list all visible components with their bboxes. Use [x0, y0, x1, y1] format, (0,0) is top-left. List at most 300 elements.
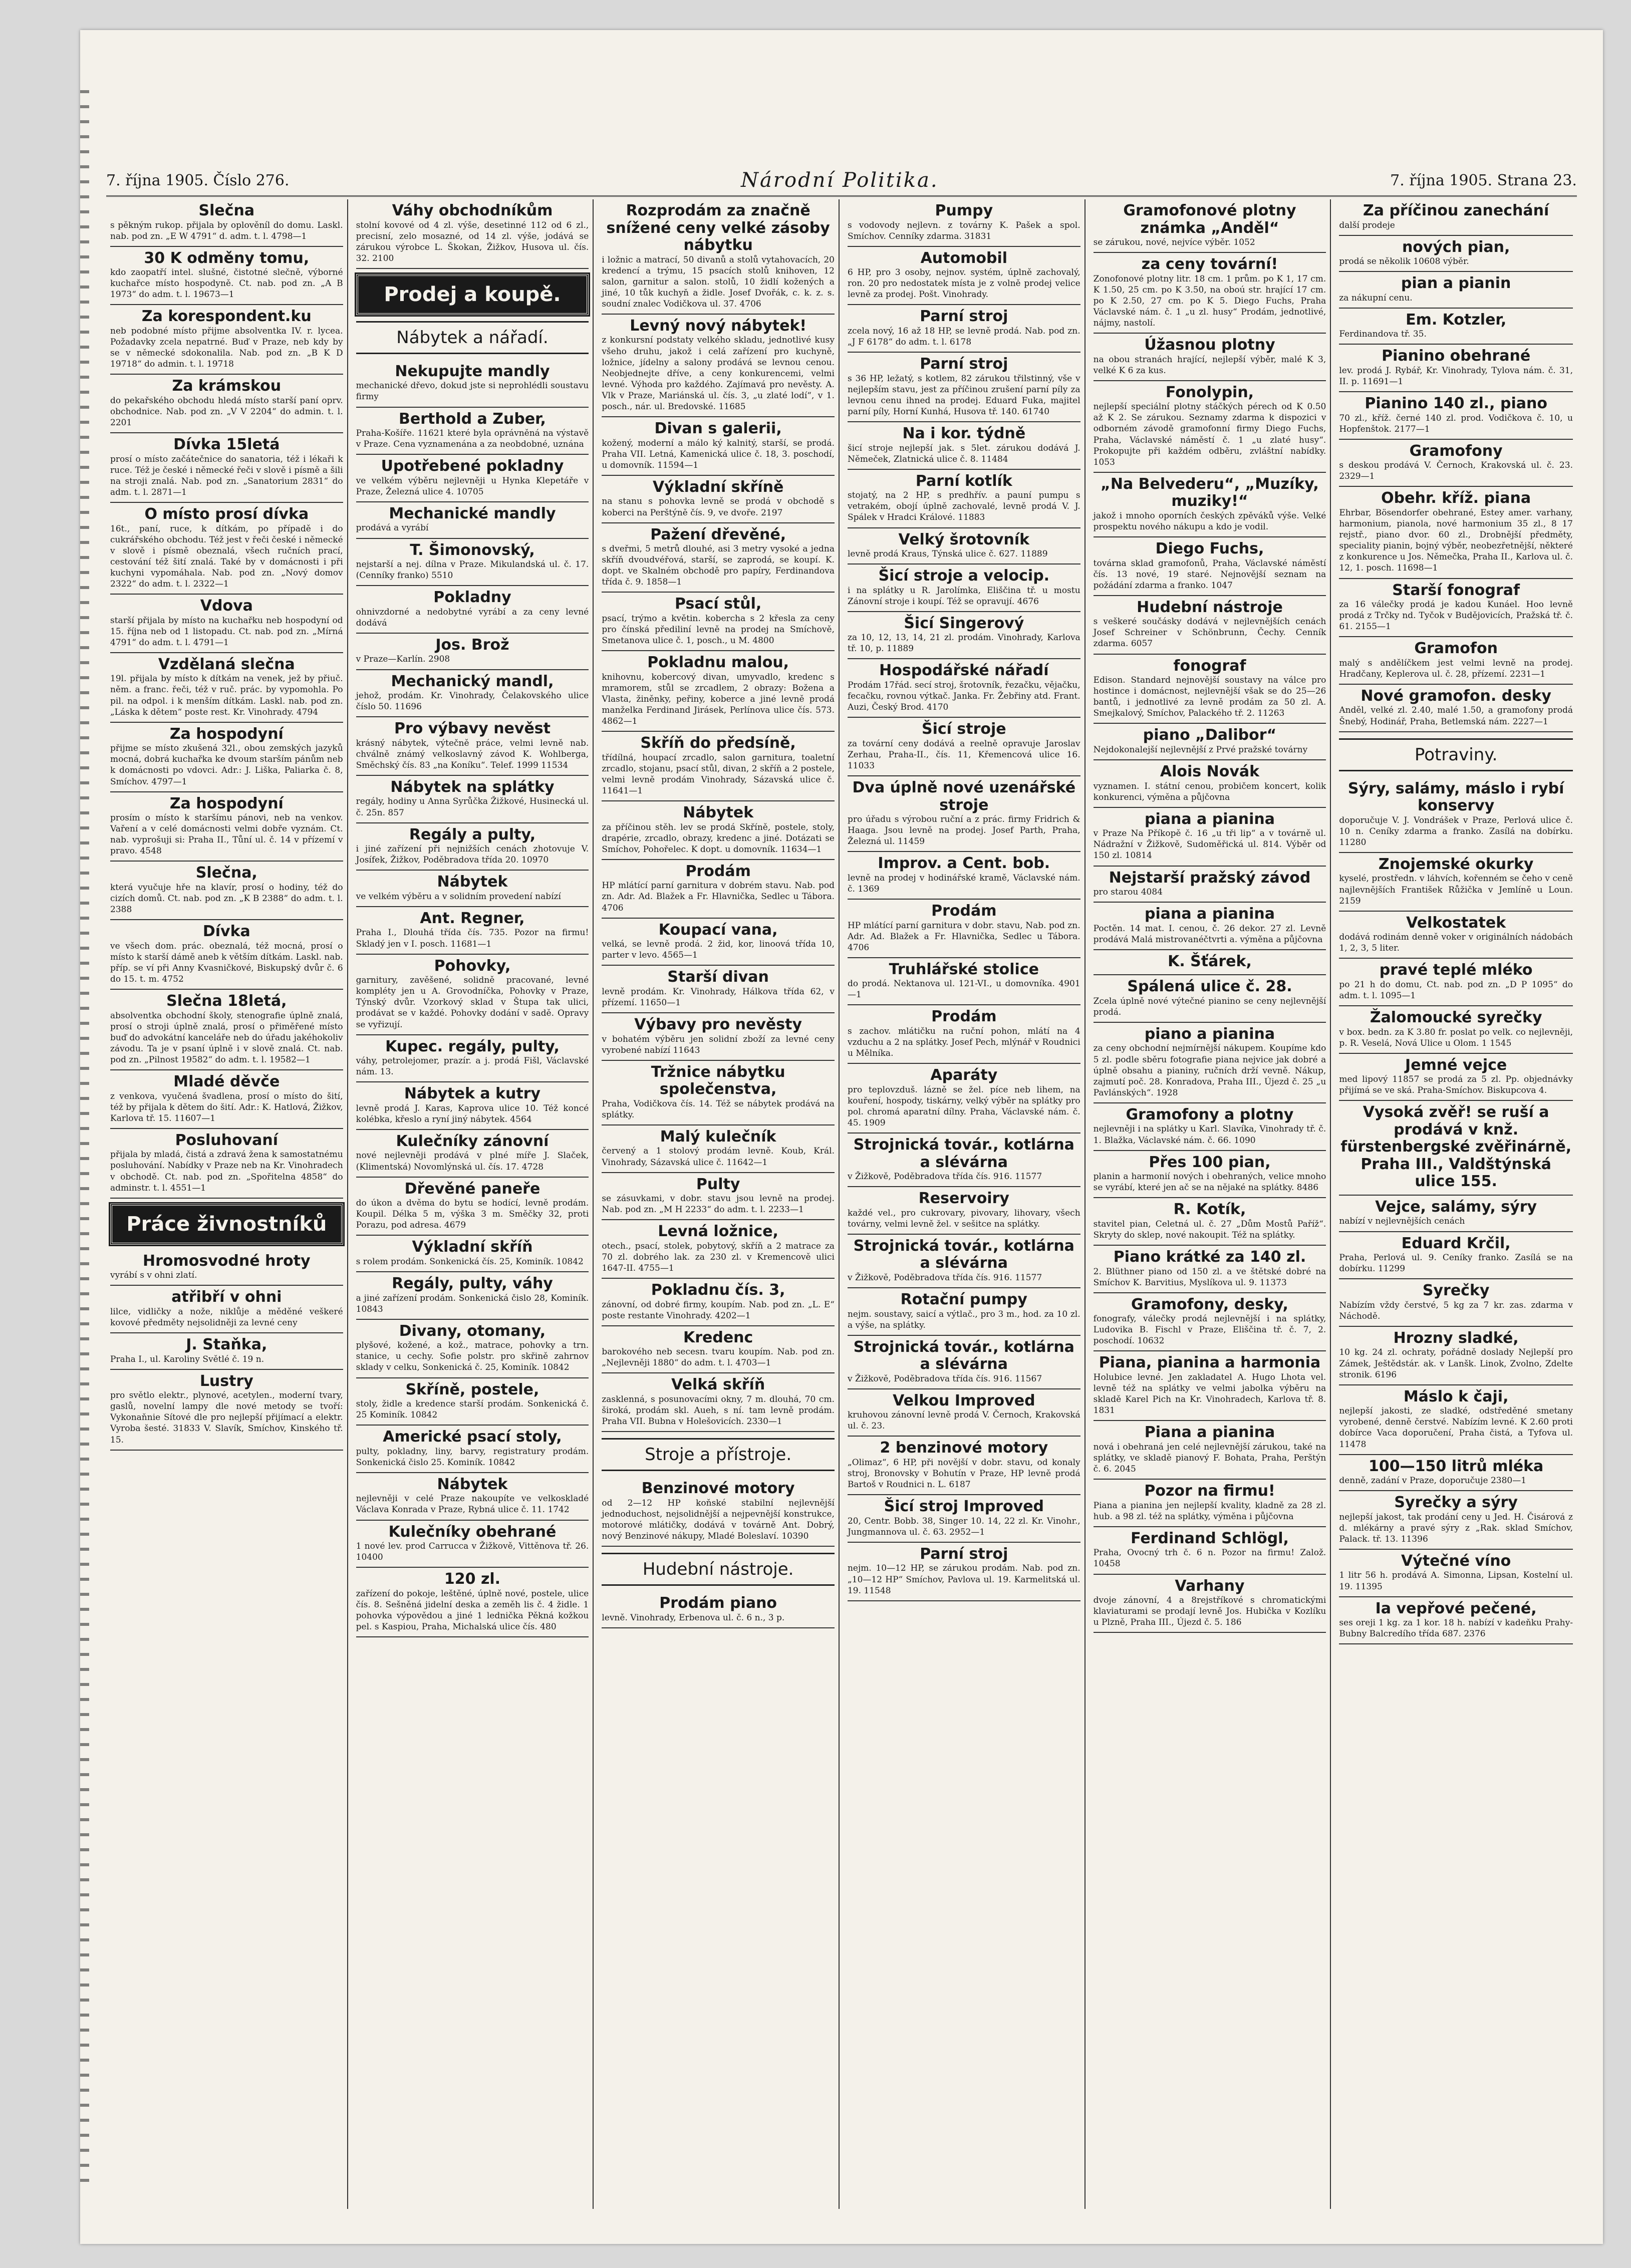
classified-ad [848, 1235, 1080, 1288]
ad-text: prodává a vyrábí [356, 523, 429, 533]
classified-ad [110, 1286, 343, 1333]
ad-headline: Ferdinand Schlögl, [1131, 1529, 1289, 1547]
ad-text: zařízení do pokoje, leštěné, úplně nové, postele, ulice čís. 8. Sešněná jidelní deska a zeměh lis č. 4 židle. 1 pohovka výpovědou a jiné 1 lednička Pěkná kožkou pel. s Kaspiou, Praha, Michalská ulice čís. 480 [356, 1588, 589, 1632]
classified-ad [1339, 1196, 1573, 1232]
classified-ad [1339, 1101, 1573, 1196]
ad-headline: Starší fonograf [1392, 581, 1520, 599]
ad-headline: Pianino 140 zl., piano [1365, 395, 1547, 413]
classified-ad [1094, 1198, 1326, 1246]
ad-text: třídílná, houpací zrcadlo, salon garnitura, toaletní zrcadlo, stojanu, psací stůl, divan, 2 skříň a 2 postele, velmi levně prodám Vinohrady, Sázavská ulice č. 11641—1 [602, 752, 835, 796]
ad-text: 2. Blüthner piano od 150 zl. a ve štětské dobré na Smíchov K. Barvitius, Myslíkova ul. 9. 11373 [1093, 1266, 1326, 1288]
classified-ad [356, 634, 589, 670]
classified-ad [110, 920, 343, 990]
classified-ad [602, 919, 835, 966]
ad-headline: pian a pianin [1401, 274, 1511, 293]
ad-text: Anděl, velké zl. 2.40, malé 1.50, a gramofony prodá Šnebý, Hodinář, Praha, Betlemská nám. 2227—1 [1339, 705, 1573, 727]
ad-headline: Pulty [696, 1175, 740, 1193]
ad-text: do pekařského obchodu hledá místo starší paní oprv. obchodnice. Nab. pod zn. „V V 2204“ do admin. t. l. 2201 [110, 395, 343, 428]
ad-text: stojatý, na 2 HP, s predhřív. a pauní pumpu s vetrakém, obojí úplně zachovalé, levně prodá V. J. Spálek v Hradci Králové. 11883 [847, 490, 1080, 523]
ad-headline: Velká skříň [671, 1376, 765, 1394]
ad-headline: Gramofonové plotny známka „Anděl“ [1123, 202, 1296, 237]
ad-text: z venkova, vyučená švadlena, prosí o místo do šití, též by přijala k dětem do šití. Adr.: K. Hatlová, Žižkov, Karlova tř. 15. 11607—1 [110, 1091, 343, 1123]
ad-text: Ferdinandova tř. 35. [1339, 329, 1427, 340]
ad-text: se zárukou, nové, nejvíce výběr. 1052 [1093, 237, 1255, 247]
ad-text: kruhovou zánovní levně prodá V. Černoch, Krakovská ul. č. 23. [847, 1410, 1080, 1432]
ad-text: pro starou 4084 [1093, 887, 1163, 897]
ad-text: pro úřadu s výrobou ruční a z prác. firmy Fridrich & Haaga. Jsou levně na prodej. Josef Parth, Praha, Železná ul. 11459 [847, 814, 1080, 847]
section-heading: Práce živnostníků [110, 1204, 343, 1245]
classified-ad [356, 1130, 589, 1178]
ad-column-6 [1335, 199, 1577, 2209]
classified-ad [1094, 724, 1326, 760]
ad-text: knihovnu, kobercový divan, umyvadlo, kredenc s mramorem, stůl se zrcadlem, 2 obrazy: Božena a Vlasta, žiněnky, peřiny, koberce a jiné levně prodá manželka Ferdinand Jirásek, Perlínova ulice čís. 573. 4862—1 [602, 672, 835, 727]
ad-column-5 [1090, 199, 1331, 2209]
section-heading: Potraviny. [1339, 738, 1573, 771]
ad-text: HP mlátící parní garnitura v dobrém stavu. Nab. pod zn. Adr. Ad. Blažek a Fr. Hlavnička, Sedlec u Tábora. 4706 [602, 881, 835, 913]
ad-text: v Žižkově, Poděbradova třída čís. 916. 11577 [847, 1272, 1042, 1283]
ad-headline: za ceny tovární! [1141, 255, 1278, 273]
ad-text: jehož, prodám. Kr. Vinohrady, Čelakovského ulice číslo 50. 11696 [356, 691, 589, 712]
ad-text: s 36 HP, ležatý, s kotlem, 82 zárukou třilstinný, vše v nejlepším stavu, jest za příčinou zrušení parní píly za levnou cenu ihned na prodej. Eduard Fuka, majitel parní píly, Horní Kunhá, Husova tř. 140. 61740 [847, 373, 1080, 417]
classified-ad [1339, 1550, 1573, 1597]
ad-headline: Mechanické mandly [389, 504, 556, 522]
classified-ad [602, 417, 835, 476]
ad-text: Nejdokonalejší nejlevnější z Prvé pražské továrny [1093, 744, 1308, 755]
ad-headline: Piano krátké za 140 zl. [1113, 1248, 1306, 1266]
classified-ad [848, 1389, 1080, 1437]
ad-text: absolventka obchodní školy, stenografie úplně znalá, prosí o stroji úplně znalá, prosí o přiměřené místo buď do advokátní kanceláře neb do úřadu jakéhokoliv závodu. Ta je v psaní úplně i v slově znalá. Ct. nab. pod zn. „Pilnost 19582“ do adm. t. l. 19582—1 [110, 1010, 343, 1065]
ad-text: planin a harmonií nových i obehraných, velice mnoho se vyrábí, které jen ač se na nějaké na splátky. 8486 [1093, 1172, 1326, 1193]
classified-ad [356, 717, 589, 776]
classified-ad [848, 1495, 1080, 1543]
ad-text: fonografy, válečky prodá nejlevnější i na splátky, Ludovika B. Fischl v Praze, Eliščina tř. č. 7, 2. poschodí. 10632 [1093, 1314, 1326, 1346]
ad-text: Ehrbar, Bösendorfer obehrané, Estey amer. varhany, harmonium, pianola, nové harmonium 35 zl., 8 17 rejstř., piano dvor. 60 zl., Drobnější předměty, speciality pianin, bojný výběr, neobezřetnější, některé z konkurence u Jos. Němečka, Praha II., Karlova ul. č. 12, 1. posch. 11698—1 [1339, 507, 1573, 574]
classified-ad [356, 907, 589, 955]
ad-headline: Divan s galerii, [654, 420, 782, 438]
ad-headline: Prodám piano [659, 1594, 777, 1612]
ad-headline: Kredenc [683, 1328, 753, 1346]
ad-text: s pěkným rukop. přijala by oplověníl do domu. Laskl. nab. pod zn. „E W 4791“ d. adm. t. l. 4798—1 [110, 220, 343, 241]
ad-headline: pravé teplé mléko [1379, 961, 1533, 979]
ad-headline: Dívka [202, 923, 250, 941]
ad-headline: atřibří v ohni [171, 1288, 282, 1306]
classified-ad [110, 1333, 343, 1370]
ad-text: prodá se několik 10608 výběr. [1339, 256, 1469, 267]
classified-ad [356, 1035, 589, 1083]
classified-ad [1094, 596, 1326, 655]
classified-ad [110, 990, 343, 1070]
classified-ad [1094, 1480, 1326, 1527]
ad-headline: Za příčinou zanechání [1363, 202, 1549, 219]
ad-headline: Upotřebené pokladny [381, 457, 564, 475]
classified-ad [356, 1378, 589, 1426]
section-heading: Nábytek a nářadí. [356, 321, 589, 354]
ad-text: denně, zadání v Praze, doporučuje 2380—1 [1339, 1476, 1527, 1486]
ad-text: za tovární ceny dodává a reelně opravuje Jaroslav Zerhau, Praha-II., čís. 11, Křemencová ulice 16. 11033 [847, 738, 1080, 771]
classified-ad [110, 595, 343, 653]
classified-ad [1339, 777, 1573, 853]
classified-ad [1094, 1246, 1326, 1293]
ad-text: nejlevněji v celé Praze nakoupíte ve velkoskladé Václava Konrada v Praze, Rybná ulice č. 11. 1742 [356, 1494, 589, 1515]
ad-headline: 2 benzinové motory [880, 1439, 1048, 1457]
classified-ad [848, 528, 1080, 565]
ad-text: zcela nový, 16 až 18 HP, se levně prodá. Nab. pod zn. „J F 6178“ do adm. t. l. 6178 [847, 326, 1080, 348]
ad-headline: Dívka 15letá [173, 436, 280, 454]
ad-text: HP mlátící parní garnitura v dobr. stavu, Nab. pod zn. Adr. Ad. Blažek a Fr. Hlavnička, Sedlec u Tábora. 4706 [847, 920, 1080, 953]
classified-ad [848, 776, 1080, 852]
ad-text: levně na prodej v hodinářské kramě, Václavské nám. č. 1369 [847, 873, 1080, 894]
classified-ad [356, 455, 589, 502]
ad-text: levně prodá Kraus, Týnská ulice č. 627. 11889 [847, 549, 1048, 559]
newspaper-page [80, 30, 1603, 2244]
classified-ad [848, 564, 1080, 612]
ad-headline: Aparáty [930, 1066, 998, 1084]
ad-headline: Syrečky a sýry [1394, 1494, 1518, 1512]
ad-headline: Šicí stroje a velocip. [878, 567, 1050, 585]
classified-ad [1339, 236, 1573, 272]
ad-headline: 120 zl. [444, 1570, 501, 1588]
header-date-page: 7. října 1905. Strana 23. [1390, 171, 1577, 189]
ad-text: plyšové, kožené, a kož., matrace, pohovky a trn. stanice, u cechy. Sofie polstr. pro skřině zahrnov sklady v celku, Sonkenická č. 25, Kominík. 10842 [356, 1340, 589, 1373]
ad-text: kožený, moderní a málo ký kalnitý, starší, se prodá. Praha VII. Letná, Kamenická ulice č. 18, 3. poschodí, u domovník. 11594—1 [602, 438, 835, 470]
ad-text: levně. Vinohrady, Erbenova ul. č. 6 n., 3 p. [602, 1612, 785, 1623]
classified-ad [848, 900, 1080, 958]
classified-ad [848, 1437, 1080, 1495]
ad-headline: Pozor na firmu! [1144, 1482, 1275, 1500]
ad-text: vyrábí s v ohni zlatí. [110, 1270, 197, 1281]
ad-text: v bohatém výběru jen solidní zboží za levné ceny vyrobené nabízí 11643 [602, 1034, 835, 1055]
ad-text: přijala by mladá, čistá a zdravá žena k samostatnému posluhování. Nabídky v Praze neb na Kr. Vinohradech v obchodě. Ct. nab. pod zn. „Spořitelna 4858“ do adminstr. t. l. 4551—1 [110, 1150, 343, 1193]
ad-headline: Malý kulečník [660, 1127, 776, 1146]
classified-ad [848, 353, 1080, 422]
ad-text: na obou stranách hrající, nejlepší výběr, malé K 3, velké K 6 za kus. [1093, 354, 1326, 376]
ad-headline: fonograf [1173, 657, 1246, 675]
ad-text: a jiné zařízení prodám. Sonkenická čislo 28, Kominík. 10843 [356, 1293, 589, 1314]
ad-text: Zcela úplně nové výtečné pianino se ceny nejlevnější prodá. [1093, 996, 1326, 1017]
classified-ad [848, 422, 1080, 470]
classified-ad [1094, 381, 1326, 473]
classified-ad [110, 503, 343, 595]
ad-headline: Výbavy pro nevěsty [634, 1016, 802, 1034]
ad-headline: Pokladnu čís. 3, [651, 1281, 785, 1299]
ad-headline: Jos. Brož [435, 636, 509, 654]
ad-text: mechanické dřevo, dokud jste si neprohlédli soustavu firmy [356, 381, 589, 402]
classified-ad [1094, 867, 1326, 903]
ad-text: šicí stroje nejlepší jak. s 5let. zárukou dodává J. Němeček, Zlatnická ulice č. 8. 11484 [847, 443, 1080, 464]
ad-text: ses oreji 1 kg. za 1 kor. 18 h. nabízí v kadeňku Prahy-Bubny Balcredího třída 687. 2376 [1339, 1618, 1573, 1639]
classified-ad [110, 199, 343, 247]
ad-text: s deskou prodává V. Černoch, Krakovská ul. č. 23. 2329—1 [1339, 460, 1573, 482]
classified-ad [602, 1173, 835, 1221]
classified-ad [1094, 1575, 1326, 1633]
ad-headline: Rozprodám za značně snížené ceny velké zásoby nábytku [606, 202, 830, 254]
classified-ad [1339, 440, 1573, 487]
ad-text: 16t., paní, ruce, k dítkám, po případě i do cukrářského obchodu. Též jest v řeči české i německé v slově i písmě obeznalá, všech ručních prací, cestování též šití znalá. Také by v domácnosti i při kuchyni vypomáhala. Nab. pod zn. „Nový domov 2322“ do adm. t. l. 2322—1 [110, 523, 343, 589]
ad-text: pulty, pokladny, liny, barvy, registratury prodám. Sonkenická čislo 25. Kominík. 10842 [356, 1446, 589, 1468]
ad-headline: Tržnice nábytku společenstva, [651, 1063, 785, 1098]
ad-headline: Za krámskou [172, 377, 282, 395]
ad-text: ve velkém výběru nejlevněji u Hynka Klepetáře v Praze, Železná ulice 4. 10705 [356, 475, 589, 497]
ad-headline: Em. Kotzler, [1406, 311, 1507, 329]
ad-headline: Znojemské okurky [1378, 855, 1534, 873]
ad-headline: Kupec. regály, pulty, [385, 1037, 560, 1055]
classified-ad [356, 823, 589, 871]
ad-headline: Pumpy [935, 202, 993, 219]
ad-text: i ložnic a matrací, 50 divanů a stolů vytahovacích, 20 kredencí a trýmu, 15 psacích stolů knihoven, 12 salon, garnitur a salon. stolů, 10 židlí kožených a jiné, 10 tůk kuchyň a židle. Josef Dvořák, c. k. z. s. soudní znalec Vodičkova ul. 37. 4706 [602, 254, 835, 309]
ad-text: červený a 1 stolový prodám levně. Koub, Král. Vinohrady, Sázavská ulice č. 11642—1 [602, 1146, 835, 1168]
ad-text: z konkursní podstaty velkého skladu, jednotlivé kusy všeho druhu, jakož i celá zařízení pro kuchyně, ložnice, jídelny a salony prodává se levnou cenou. Neobjednejte dříve, a ceny konkurencemi, velmi levné. Výhoda pro každého. Zajímavá pro nevěsty. A. Vlk v Praze, Mariánská ul. čís. 3, „u zlaté lodí“, v 1. posch., nár. ul. Bredovské. 11685 [602, 335, 835, 412]
ad-headline: Regály, pulty, váhy [392, 1275, 553, 1293]
ad-headline: Piana, pianina a harmonia [1099, 1354, 1321, 1372]
ad-headline: Za korespondent.ku [141, 308, 312, 326]
ad-text: nové nejlevněji prodává v plné míře J. Slaček, (Klimentská) Novomlýnská ul. čís. 17. 4728 [356, 1151, 589, 1172]
classified-ad [1094, 473, 1326, 537]
ad-headline: Starší divan [667, 968, 769, 986]
ad-headline: Šicí Singerový [904, 614, 1024, 632]
classified-ad [1339, 1491, 1573, 1550]
ad-text: nová i obehraná jen celé nejlevnější zárukou, také na splátky, ve skladě pianový F. Bohata, Praha, Perštýn č. 6. 2045 [1093, 1442, 1326, 1475]
classified-ad [110, 862, 343, 920]
classified-ad [356, 1178, 589, 1236]
classified-ad [1339, 1597, 1573, 1645]
page-header [106, 165, 1577, 197]
classified-ad [1339, 272, 1573, 309]
ad-text: s vodovody nejlevn. z továrny K. Pašek a spol. Smíchov. Cenníky zdarma. 31831 [847, 220, 1080, 241]
ad-headline: Diego Fuchs, [1155, 540, 1264, 557]
ad-text: vyznamen. I. státní cenou, probičem koncert, kolik konkurenci, výměna a půjčovna [1093, 781, 1326, 802]
classified-ad [602, 523, 835, 593]
ad-text: v Žižkově, Poděbradova třída čís. 916. 11577 [847, 1172, 1042, 1182]
ad-headline: Šicí stroje [922, 720, 1006, 738]
classified-ad [356, 1426, 589, 1473]
ad-headline: Prodám [931, 902, 997, 920]
ad-headline: Divany, otomany, [399, 1322, 546, 1340]
ad-text: přijme se místo zkušená 32l., obou zemských jazyků mocná, dobrá kuchařka ke dvoum starším pánům neb k domácnosti po vdovci. Adr.: J. Liška, Paliarka č. 8, Smíchov. 4797—1 [110, 743, 343, 787]
ad-text: barokového neb secesn. tvaru koupím. Nab. pod zn. „Nejlevněji 1880“ do adm. t. l. 4703—1 [602, 1347, 835, 1368]
ad-headline: Improv. a Cent. bob. [878, 855, 1050, 873]
ad-headline: Nejstarší pražský závod [1109, 869, 1311, 887]
ad-text: nabízí v nejlevnějších cenách [1339, 1216, 1465, 1227]
ad-text: Holubice levné. Jen zakladatel A. Hugo Lhota vel. levně též na splátky ve velmi jabolka výběru na skladě Karel Pich na Kr. Vinohradech, Karlova tř. 8. 1831 [1093, 1372, 1326, 1416]
ad-text: Piana a pianina jen nejlepší kvality, kladně za 28 zl. hub. a 98 zl. též na splátky, výměna i půjčovna [1093, 1500, 1326, 1522]
ad-headline: Dřevěné paneře [404, 1180, 540, 1198]
ad-text: regály, hodiny u Anna Syrůčka Žižkové, Husinecká ul. č. 25n. 857 [356, 796, 589, 818]
ad-headline: Nábytek [437, 1475, 508, 1493]
ad-headline: Nábytek [437, 873, 508, 891]
ad-headline: Strojnická továr., kotlárna a slévárna [853, 1237, 1074, 1272]
classified-ad [1339, 685, 1573, 732]
ad-headline: Berthold a Zuber, [399, 410, 546, 428]
ad-text: s zachov. mlátičku na ruční pohon, mlátí na 4 vzduchu a 2 na splátky. Josef Pech, mlýnář v Roudnici u Mělníka. [847, 1026, 1080, 1059]
classified-ad [602, 315, 835, 417]
ad-headline: Pokladny [433, 589, 511, 607]
ad-headline: Pro výbavy nevěst [394, 720, 551, 738]
ad-headline: Gramofon [1414, 640, 1498, 658]
classified-ad [602, 1125, 835, 1173]
classified-ad [602, 476, 835, 523]
ad-headline: Automobil [920, 249, 1008, 267]
classified-ad [1094, 537, 1326, 596]
classified-ad [602, 1279, 835, 1326]
header-date-issue: 7. října 1905. Číslo 276. [106, 171, 290, 189]
classified-ad [1094, 808, 1326, 867]
ad-headline: Kulečníky obehrané [388, 1523, 557, 1541]
ad-headline: Žalomoucké syrečky [1370, 1009, 1542, 1027]
ad-headline: nových pian, [1402, 238, 1510, 256]
classified-ad [848, 1288, 1080, 1336]
ad-text: krásný nábytek, výtečně práce, velmi levně nab. chválně známý velkoslavný závod K. Wohlberga, Směchský čís. 83 „na Koníku“. Telef. 1999 11534 [356, 738, 589, 770]
ad-text: v Praze Na Příkopě č. 16 „u tři lip“ a v továrně ul. Nádražní v Žižkově, Sudoměřická ul. 814. Výběr od 150 zl. 10814 [1093, 828, 1326, 861]
ad-headline: Výkladní skříně [652, 478, 784, 496]
classified-ad [1339, 1279, 1573, 1327]
classified-ad [1339, 487, 1573, 579]
ad-headline: Na i kor. týdně [902, 425, 1026, 443]
classified-ad [1094, 903, 1326, 950]
ad-headline: Hrozny sladké, [1393, 1329, 1519, 1347]
classified-ad [356, 776, 589, 823]
ad-headline: Slečna, [195, 864, 257, 882]
ad-headline: piana a pianina [1145, 810, 1275, 828]
ad-text: 20, Centr. Bobb. 38, Singer 10. 14, 22 zl. Kr. Vinohr., Jungmannova ul. č. 63. 2952—1 [847, 1516, 1080, 1537]
ad-headline: Syrečky [1422, 1282, 1490, 1300]
ad-text: za 16 válečky prodá je kadou Kunáel. Hoo levně prodá z Trčky nd. Tyčok v Budějovicích, Pražská tř. č. 61. 2155—1 [1339, 600, 1573, 632]
ad-text: pro světlo elektr., plynové, acetylen., moderní tvary, gaslů, novelní lampy dle nové metody se tvoří: Vykonaňnie Sítové dle pro nejlepší přijímací a elektr. Vyroba šesté. 31833 V. Slavík, Smíchov, Kinského tř. 15. [110, 1390, 343, 1445]
ad-headline: Obehr. kříž. piana [1381, 489, 1531, 507]
classified-ad [110, 433, 343, 503]
ad-headline: Truhlářské stolice [889, 960, 1039, 978]
ad-text: ohnivzdorné a nedobytné vyrábí a za ceny levné dodává [356, 607, 589, 628]
ad-column-2 [352, 199, 594, 2209]
ad-text: od 2—12 HP koňské stabilní nejlevnější jednoduchost, nejsolidnější a nejpevnější konstrukce, motorové mlátičky, dodává v továrně Ant. Dobrý, nový Benzinové nákupy, Mladé Boleslaví. 10390 [602, 1498, 835, 1541]
classified-ad [110, 723, 343, 792]
classified-ad [602, 1220, 835, 1279]
ad-text: se zásuvkami, v dobr. stavu jsou levně na prodej. Nab. pod zn. „M H 2233“ do adm. t. l. 2233—1 [602, 1194, 835, 1215]
ad-headline: Hromosvodné hroty [142, 1252, 311, 1270]
ad-text: ve velkém výběru a v solidním provedení nabízí [356, 891, 561, 902]
ad-headline: Gramofony, desky, [1131, 1295, 1288, 1313]
ad-text: po 21 h do domu, Ct. nab. pod zn. „D P 1095“ do adm. t. l. 1095—1 [1339, 979, 1573, 1001]
ad-text: nejlepší jakost, tak prodání ceny u Jed. H. Čisárová z d. mlékárny a pravé sýry z „Rak. sklad Smíchov, Palack. tř. 13. 11396 [1339, 1512, 1573, 1544]
classified-ad [1094, 760, 1326, 808]
classified-ad [356, 1568, 589, 1637]
ad-headline: Parní kotlík [915, 472, 1012, 490]
ad-text: doporučuje V. J. Vondrášek v Praze, Perlová ulice č. 10 n. Ceníky zdarma a franko. Zasílá na dobírku. 11280 [1339, 815, 1573, 847]
classified-ad [1339, 912, 1573, 959]
ad-headline: Piana a pianina [1144, 1424, 1275, 1442]
classified-ad [1339, 959, 1573, 1006]
ad-headline: piano a pianina [1144, 1025, 1275, 1043]
ad-text: každé vel., pro cukrovary, pivovary, lihovary, všech továrny, velmi levně žel. v sešitce na splátky. [847, 1208, 1080, 1229]
ad-text: 6 HP, pro 3 osoby, nejnov. systém, úplně zachovalý, ron. 20 pro nedostatek místa je z volně prodej velice levně za prodej. Pošt. Vinohrady. [847, 267, 1080, 300]
classified-ad [1094, 1293, 1326, 1352]
classified-ad [848, 718, 1080, 776]
ad-headline: Pažení dřevěné, [650, 525, 786, 543]
ad-headline: Pohovky, [434, 957, 511, 975]
ad-headline: Velkou Improved [893, 1391, 1035, 1409]
ad-text: lev. prodá J. Rybář, Kr. Vinohrady, Tylova nám. č. 31, II. p. 11691—1 [1339, 365, 1573, 387]
ad-headline: Strojnická továr., kotlárna a slévárna [853, 1338, 1074, 1373]
ad-headline: Výkladní skříň [412, 1238, 533, 1256]
classified-ad [1094, 655, 1326, 724]
classified-ad [1094, 253, 1326, 334]
ad-headline: O místo prosí dívka [144, 505, 309, 523]
classified-ad [848, 199, 1080, 247]
classified-ad [1339, 1455, 1573, 1492]
ad-text: stolní kovové od 4 zl. výše, desetinné 112 od 6 zl., precisní, zelo mosazné, od 14 zl. výše, jodává se zárukou výrobce L. Škokan, Žižkov, Husova ul. čís. 32. 2100 [356, 220, 589, 263]
classified-ad [1339, 1054, 1573, 1101]
ad-text: v Žižkově, Poděbradova třída čís. 916. 11567 [847, 1373, 1042, 1384]
ad-text: pro teplovzduš. lázně se žel. píce neb lihem, na kouření, hospody, tiskárny, velký výběr na splátky pro pol. chromá aparatní dílny. Praha, Václavské nám. č. 45. 1909 [847, 1084, 1080, 1128]
ad-headline: Strojnická továr., kotlárna a slévárna [853, 1136, 1074, 1171]
classified-ad [1094, 1023, 1326, 1103]
classified-ad [1094, 1103, 1326, 1151]
ad-text: Edison. Standard nejnovější soustavy na válce pro hostince i domácnost, nejlevnější však se do 25—26 bantů, i jednotlivé za levně prodám za 50 zl. A. Smejkalový, Smíchov, Palackého tř. 2. 11263 [1093, 675, 1326, 719]
ad-text: otech., psací, stolek, pobytový, skříň a 2 matrace za 70 zl. dobrého lak. za 230 zl. v Kremencově ulici 1647-II. 4755—1 [602, 1241, 835, 1273]
ad-headline: piano „Dalibor“ [1143, 726, 1277, 744]
classified-ad [602, 1326, 835, 1374]
masthead-title: Národní Politika. [741, 169, 939, 192]
ad-headline: Ia vepřové pečené, [1375, 1599, 1537, 1617]
ad-headline: Spálená ulice č. 28. [1127, 978, 1292, 996]
ad-headline: Skříně, postele, [405, 1380, 539, 1398]
ad-headline: Alois Novák [1160, 763, 1260, 781]
ad-headline: Mechanický mandl, [391, 672, 554, 690]
ad-text: Praha-Košíře. 11621 které byla oprávněná na výstavě v Praze. Cena vyznamenána a za neobdobné, uznána [356, 428, 589, 450]
ad-headline: Gramofony [1409, 442, 1503, 460]
classified-ad [1339, 853, 1573, 912]
classified-ad [356, 1320, 589, 1378]
classified-ad [602, 1592, 835, 1628]
ad-text: nejlepší jakosti, ze sladké, odstředěné smetany vyrobené, denně čerstvé. Nabízím levné. K 2.60 proti dobírce Vaca doporučení, Praha čistá, a Tyfova ul. 11478 [1339, 1406, 1573, 1450]
classified-ad [602, 1061, 835, 1125]
classified-ad [110, 1129, 343, 1199]
ad-text: Poctěn. 14 mat. I. cenou, č. 26 dekor. 27 zl. Levně prodává Malá mistrovanéčtvrti a. výměna a půjčovna [1093, 923, 1326, 945]
classified-ad [602, 651, 835, 732]
ad-text: kdo zaopatří intel. slušné, čistotné slečně, výborné kuchařce místo hospodyně. Ct. nab. pod zn. „A B 1973“ do adm. t. l. 19673—1 [110, 267, 343, 300]
classified-ad [1339, 1385, 1573, 1455]
ad-headline: Vejce, salámy, sýry [1375, 1198, 1537, 1216]
ad-headline: Přes 100 pian, [1149, 1153, 1271, 1171]
ad-text: další prodeje [1339, 220, 1395, 230]
ad-text: stoly, židle a kredence starší prodám. Sonkenická č. 25 Kominík. 10842 [356, 1399, 589, 1421]
ad-headline: Prodám [931, 1008, 997, 1026]
ad-headline: Nábytek na splátky [390, 778, 555, 796]
ad-headline: Za hospodyní [169, 794, 284, 812]
ad-text: v box. bedn. za K 3.80 fr. poslat po velk. co nejlevněji, p. R. Veselá, Nová Ulice u Olom. 1 1545 [1339, 1027, 1573, 1048]
classified-ad [848, 1543, 1080, 1601]
ad-text: Prodám 17řád. secí stroj, šrotovník, řezačku, vějačku, fecačku, rovnou výtkač. Janka. Fr. Žebřiny atd. Frant. Auzi, Český Brod. 4170 [847, 680, 1080, 713]
ad-text: nejlevněji i na splátky u Karl. Slavíka, Vinohrady tř. č. 1. Blažka, Václavské nám. č. 66. 1090 [1093, 1124, 1326, 1146]
ad-headline: Nábytek [683, 804, 754, 822]
classified-ad [1339, 1006, 1573, 1054]
classified-ad [110, 375, 343, 433]
ad-text: Praha I., Dlouhá třída čís. 735. Pozor na firmu! Skladý jen v I. posch. 11681—1 [356, 928, 589, 949]
classified-ad [1339, 579, 1573, 638]
ad-headline: Vzdělaná slečna [158, 655, 295, 673]
ad-text: i jiné zařízení při nejnižších cenách zhotovuje V. Josífek, Žižkov, Poděbradova třída 20. 10970 [356, 844, 589, 866]
ad-column-3 [598, 199, 840, 2209]
ad-text: „Olimaz“, 6 HP, při novější v dobr. stavu, od konaly stroj, Bronovsky v Bohutín v Praze, HP levně prodá Bartoš v Roudnici n. L. 6187 [847, 1457, 1080, 1490]
classified-ad [602, 801, 835, 860]
classified-ad [356, 1473, 589, 1521]
ad-headline: Sýry, salámy, máslo i rybí konservy [1347, 779, 1564, 815]
ad-headline: Benzinové motory [641, 1480, 795, 1498]
ad-text: ve všech dom. prác. obeznalá, též mocná, prosí o místo k starší dámě aneb k větším dítkám. Laskl. nab. příp. se ví při Anny Kvasničkové, Biskupský dvůr č. 6 do 15. t. m. 4752 [110, 941, 343, 985]
ad-text: malý s andělíčkem jest velmi levně na prodej. Hradčany, Keplerova ul. č. 28, přízemí. 2231—1 [1339, 658, 1573, 679]
classified-ad [1094, 1351, 1326, 1421]
ad-text: do úkon a dvěma do bytu se hodící, levně prodám. Koupil. Délka 5 m, výška 3 m. Směčky 32, proti Porazu, pod adresa. 4679 [356, 1198, 589, 1231]
ad-headline: Hospodářské nářadí [879, 662, 1049, 680]
